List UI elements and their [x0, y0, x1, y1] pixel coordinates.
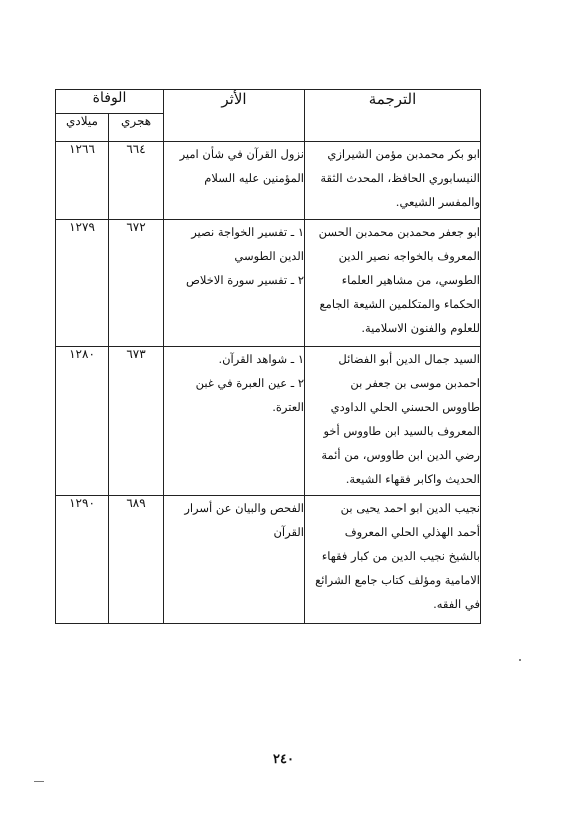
tarjama-cell	[305, 496, 481, 624]
tarjama-cell	[305, 347, 481, 496]
text-line: والمفسر الشيعي.	[395, 195, 480, 209]
text-line: أحمد الهذلي الحلي المعروف	[344, 525, 480, 539]
header-athar: الأثر	[164, 90, 305, 142]
hijri-cell: ٦٨٩	[109, 496, 164, 624]
text-line: ابو جعفر محمدبن محمدبن الحسن	[318, 225, 480, 239]
text-line: النيسابوري الحافظ، المحدث الثقة	[320, 171, 480, 185]
text-line: ١ ـ شواهد القرآن.	[218, 352, 304, 366]
table-row	[56, 347, 481, 496]
text-line: ٢ ـ تفسير سورة الاخلاص	[185, 273, 304, 287]
text-line: الحكماء والمتكلمين الشيعة الجامع	[319, 297, 480, 311]
tarjama-cell	[305, 220, 481, 347]
athar-cell	[164, 347, 305, 496]
text-line: الطوسي، من مشاهير العلماء	[341, 273, 480, 287]
athar-cell	[164, 220, 305, 347]
text-line: نزول القرآن في شأن امير	[179, 147, 304, 161]
text-line: ابو بكر محمدبن مؤمن الشيرازي	[327, 147, 480, 161]
text-line: بالشيخ نجيب الدين من كبار فقهاء	[321, 549, 480, 563]
text-line: القرآن	[273, 525, 304, 539]
text-line: طاووس الحسني الحلي الداودي	[330, 400, 480, 414]
miladi-cell: ١٢٨٠	[56, 347, 109, 496]
text-line: للعلوم والفنون الاسلامية.	[361, 321, 480, 335]
scan-speck	[519, 659, 521, 661]
scan-mark	[34, 781, 44, 782]
text-line: ١ ـ تفسير الخواجة نصير	[191, 225, 304, 239]
text-line: في الفقه.	[433, 597, 480, 611]
tarjama-cell	[305, 142, 481, 220]
header-wafat: الوفاة	[56, 90, 164, 114]
miladi-cell: ١٢٧٩	[56, 220, 109, 347]
text-line: رضي الدين ابن طاووس، من أئمة	[321, 448, 480, 462]
text-line: السيد جمال الدين أبو الفضائل	[338, 352, 480, 366]
text-line: الحديث واكابر فقهاء الشيعة.	[345, 472, 480, 486]
text-line: ٢ ـ عين العبرة في غبن	[195, 376, 304, 390]
hijri-cell: ٦٦٤	[109, 142, 164, 220]
text-line: نجيب الدين ابو احمد يحيى بن	[340, 501, 480, 515]
text-line: الفحص والبيان عن أسرار	[184, 501, 304, 515]
header-miladi: ميلادي	[56, 114, 109, 142]
table-row	[56, 220, 481, 347]
header-tarjama: الترجمة	[305, 90, 481, 142]
text-line: العترة.	[272, 400, 304, 414]
miladi-cell: ١٢٦٦	[56, 142, 109, 220]
text-line: الدين الطوسي	[234, 249, 304, 263]
text-line: الامامية ومؤلف كتاب جامع الشرائع	[315, 573, 480, 587]
hijri-cell: ٦٧٣	[109, 347, 164, 496]
text-line: المؤمنين عليه السلام	[204, 171, 304, 185]
table-row	[56, 142, 481, 220]
text-line: المعروف بالخواجه نصير الدين	[338, 249, 480, 263]
athar-cell	[164, 142, 305, 220]
table-row	[56, 496, 481, 624]
text-line: المعروف بالسيد ابن طاووس أخو	[323, 424, 480, 438]
header-hijri: هجري	[109, 114, 164, 142]
hijri-cell: ٦٧٢	[109, 220, 164, 347]
biography-table	[55, 89, 481, 624]
page-number: ٢٤٠	[273, 752, 294, 767]
miladi-cell: ١٢٩٠	[56, 496, 109, 624]
text-line: احمدبن موسى بن جعفر بن	[350, 376, 480, 390]
athar-cell	[164, 496, 305, 624]
